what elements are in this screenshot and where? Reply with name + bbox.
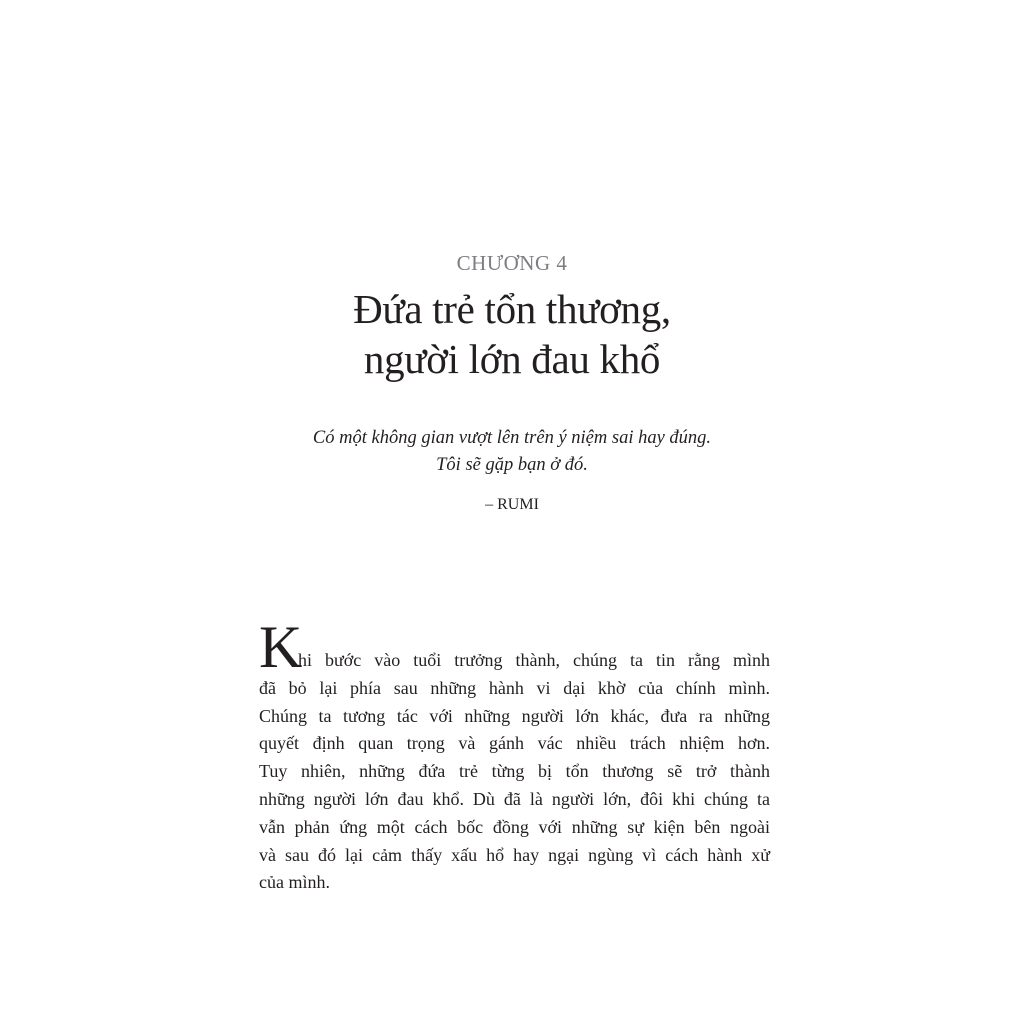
body-line-5: Tuy nhiên, những đứa trẻ từng bị tổn thương sẽ trở thành	[259, 761, 770, 782]
body-line-9: của mình.	[259, 872, 330, 893]
body-line-3: Chúng ta tương tác với những người lớn khác, đưa ra những	[259, 705, 770, 726]
chapter-title-line-2: người lớn đau khổ	[363, 336, 661, 382]
epigraph-line-2: Tôi sẽ gặp bạn ở đó.	[436, 455, 588, 475]
chapter-title-line-1: Đứa trẻ tổn thương,	[353, 286, 671, 332]
epigraph-attribution: – RUMI	[485, 496, 539, 513]
drop-cap-letter: K	[259, 614, 303, 680]
body-line-2: đã bỏ lại phía sau những hành vi dại khờ của chính mình.	[259, 677, 770, 698]
body-line-6: những người lớn đau khổ. Dù đã là người lớn, đôi khi chúng ta	[259, 788, 770, 809]
body-line-1: hi bước vào tuổi trưởng thành, chúng ta tin rằng mình	[298, 650, 770, 670]
chapter-number: CHƯƠNG 4	[456, 251, 568, 275]
body-line-4: quyết định quan trọng và gánh vác nhiều trách nhiệm hơn.	[259, 733, 770, 754]
epigraph-quote	[0, 425, 1024, 479]
epigraph-line-1: Có một không gian vượt lên trên ý niệm sai hay đúng.	[312, 428, 712, 448]
body-paragraph	[259, 647, 770, 897]
body-line-7: vẫn phản ứng một cách bốc đồng với những sự kiện bên ngoài	[259, 816, 770, 837]
chapter-title	[0, 284, 1024, 384]
body-line-8: và sau đó lại cảm thấy xấu hổ hay ngại ngùng vì cách hành xử	[259, 844, 770, 865]
